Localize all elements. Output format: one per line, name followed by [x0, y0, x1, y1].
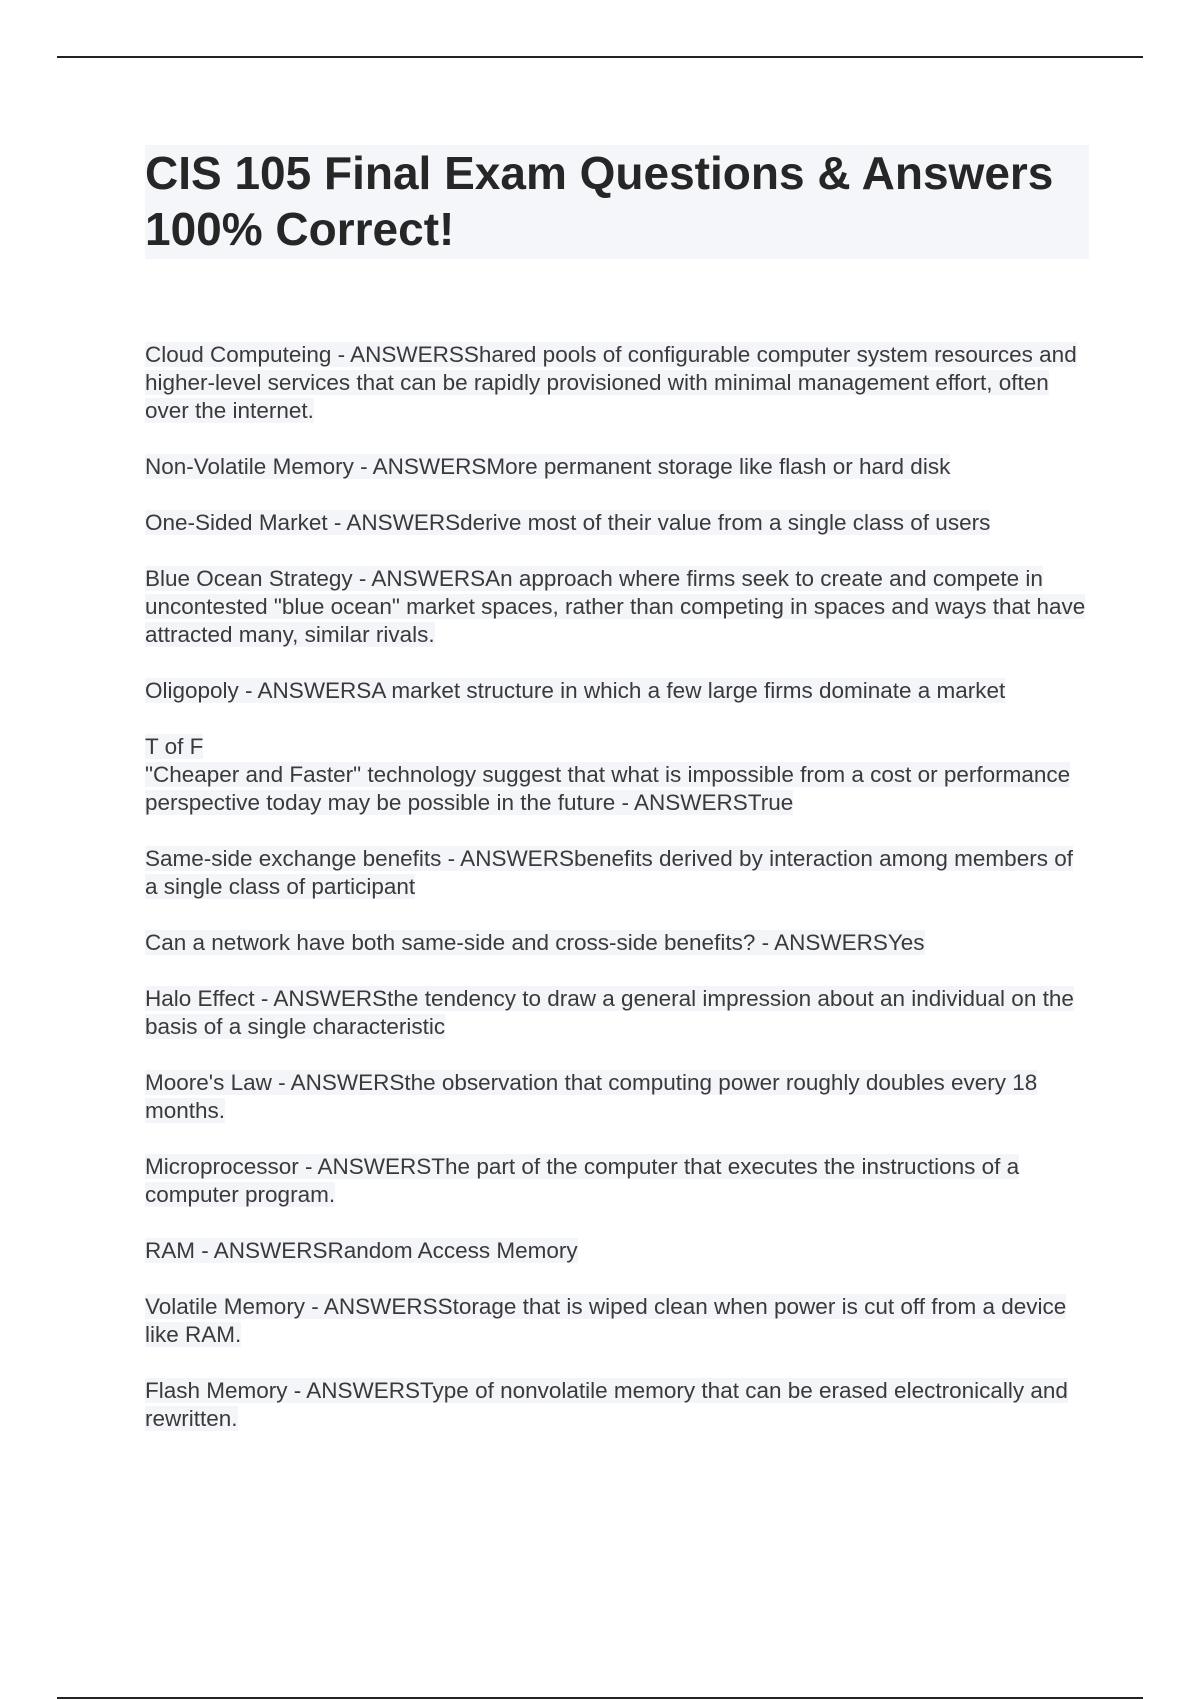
document-title: CIS 105 Final Exam Questions & Answers 100% Correct! [145, 147, 1054, 255]
qa-text: Oligopoly - ANSWERSA market structure in which a few large firms dominate a market [145, 678, 1006, 703]
qa-text: Flash Memory - ANSWERSType of nonvolatile memory that can be erased electronically and rewritten. [145, 1378, 1068, 1431]
qa-item [145, 1153, 1089, 1209]
title-block [145, 145, 1089, 259]
document-body [145, 145, 1089, 1461]
qa-text: Non-Volatile Memory - ANSWERSMore permanent storage like flash or hard disk [145, 454, 951, 479]
qa-item [145, 733, 1089, 817]
qa-item [145, 341, 1089, 425]
qa-item [145, 1237, 1089, 1265]
qa-item [145, 453, 1089, 481]
qa-text: Same-side exchange benefits - ANSWERSbenefits derived by interaction among members of a single class of participant [145, 846, 1073, 899]
qa-item [145, 985, 1089, 1041]
qa-text: Blue Ocean Strategy - ANSWERSAn approach where firms seek to create and compete in uncontested "blue ocean" market spaces, rather than competing in spaces and ways that have attracted many, similar rivals. [145, 566, 1086, 647]
qa-item [145, 845, 1089, 901]
qa-text: Can a network have both same-side and cross-side benefits? - ANSWERSYes [145, 930, 925, 955]
qa-text: One-Sided Market - ANSWERSderive most of their value from a single class of users [145, 510, 991, 535]
qa-list [145, 341, 1089, 1433]
qa-text: Moore's Law - ANSWERSthe observation that computing power roughly doubles every 18 months. [145, 1070, 1038, 1123]
qa-item [145, 929, 1089, 957]
qa-text: Cloud Computeing - ANSWERSShared pools of configurable computer system resources and higher-level services that can be rapidly provisioned with minimal management effort, often over the internet. [145, 342, 1077, 423]
qa-item [145, 677, 1089, 705]
qa-text: T of F "Cheaper and Faster" technology suggest that what is impossible from a cost or performance perspective today may be possible in the future - ANSWERSTrue [145, 734, 1071, 815]
qa-item [145, 1069, 1089, 1125]
qa-text: Halo Effect - ANSWERSthe tendency to draw a general impression about an individual on the basis of a single characteristic [145, 986, 1074, 1039]
qa-item [145, 565, 1089, 649]
top-divider [57, 56, 1143, 58]
qa-text: RAM - ANSWERSRandom Access Memory [145, 1238, 578, 1263]
qa-text: Microprocessor - ANSWERSThe part of the computer that executes the instructions of a computer program. [145, 1154, 1020, 1207]
qa-item [145, 1293, 1089, 1349]
qa-item [145, 509, 1089, 537]
qa-text: Volatile Memory - ANSWERSStorage that is wiped clean when power is cut off from a device like RAM. [145, 1294, 1067, 1347]
qa-item [145, 1377, 1089, 1433]
bottom-divider [57, 1697, 1143, 1699]
